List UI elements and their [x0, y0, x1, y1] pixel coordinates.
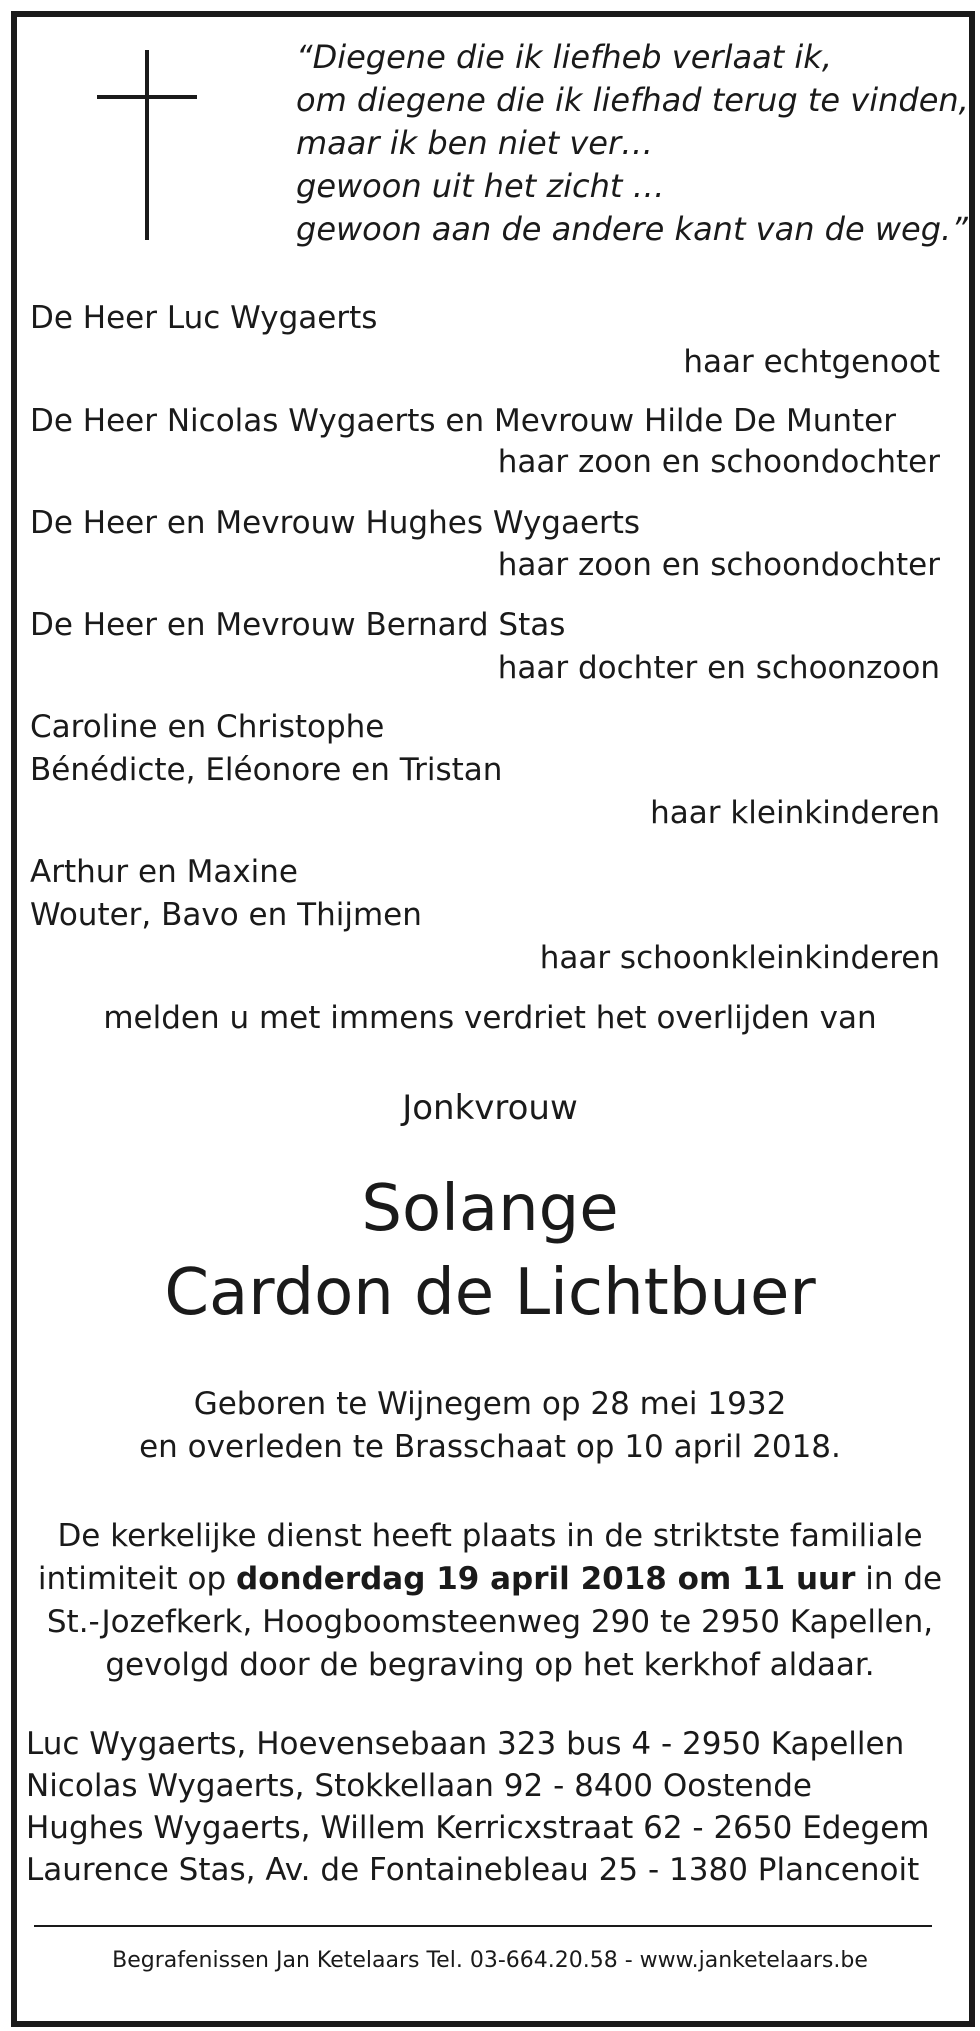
relative-name: Caroline en Christophe	[30, 709, 385, 745]
service-line: gevolgd door de begraving op het kerkhof aldaar.	[105, 1647, 875, 1683]
deceased-first-name: Solange	[361, 1172, 619, 1246]
service-text: in de	[855, 1561, 943, 1597]
address-line: Luc Wygaerts, Hoevensebaan 323 bus 4 - 2950 Kapellen	[26, 1726, 905, 1762]
contact-addresses	[26, 1723, 929, 1891]
poem-line: “Diegene die ik liefheb verlaat ik,	[296, 38, 832, 76]
death-line: en overleden te Brasschaat op 10 april 2018.	[139, 1429, 841, 1465]
relative-name: Arthur en Maxine	[30, 854, 298, 890]
funeral-home-footer: Begrafenissen Jan Ketelaars Tel. 03-664.20.58 - www.janketelaars.be	[112, 1948, 868, 1973]
relative-relation: haar zoon en schoondochter	[497, 444, 940, 480]
service-info	[0, 1515, 980, 1687]
address-line: Hughes Wygaerts, Willem Kerricxstraat 62 - 2650 Edegem	[26, 1810, 930, 1846]
service-text: intimiteit op	[37, 1561, 237, 1597]
poem-line: om diegene die ik liefhad terug te vinden,	[296, 81, 969, 119]
relative-relation: haar dochter en schoonzoon	[497, 650, 940, 686]
divider	[34, 1925, 932, 1927]
birth-line: Geboren te Wijnegem op 28 mei 1932	[193, 1386, 787, 1422]
deceased-last-name: Cardon de Lichtbuer	[164, 1256, 816, 1330]
poem-line: maar ik ben niet ver…	[296, 124, 654, 162]
relative-name: Wouter, Bavo en Thijmen	[30, 897, 422, 933]
poem-line: gewoon uit het zicht …	[296, 167, 665, 205]
service-line: De kerkelijke dienst heeft plaats in de striktste familiale	[57, 1518, 923, 1554]
birth-death-info	[0, 1383, 980, 1469]
service-line: St.-Jozefkerk, Hoogboomsteenweg 290 te 2950 Kapellen,	[46, 1604, 934, 1640]
address-line: Laurence Stas, Av. de Fontainebleau 25 - 1380 Plancenoit	[26, 1852, 920, 1888]
poem-quote	[296, 36, 969, 251]
relative-relation: haar zoon en schoondochter	[497, 547, 940, 583]
service-line	[0, 1558, 980, 1601]
relative-name: De Heer Luc Wygaerts	[30, 300, 378, 336]
relative-name: Bénédicte, Eléonore en Tristan	[30, 752, 503, 788]
deceased-title: Jonkvrouw	[402, 1088, 578, 1128]
relative-name: De Heer en Mevrouw Bernard Stas	[30, 607, 566, 643]
poem-line: gewoon aan de andere kant van de weg.”	[296, 210, 968, 248]
relative-relation: haar kleinkinderen	[650, 795, 940, 831]
address-line: Nicolas Wygaerts, Stokkellaan 92 - 8400 Oostende	[26, 1768, 813, 1804]
relative-name: De Heer Nicolas Wygaerts en Mevrouw Hilde De Munter	[30, 403, 896, 439]
service-date: donderdag 19 april 2018 om 11 uur	[236, 1561, 856, 1597]
relative-relation: haar echtgenoot	[683, 344, 940, 380]
relative-relation: haar schoonkleinkinderen	[539, 940, 940, 976]
relative-name: De Heer en Mevrouw Hughes Wygaerts	[30, 505, 641, 541]
announcement: melden u met immens verdriet het overlijden van	[103, 1000, 877, 1036]
cross-icon	[97, 50, 197, 240]
